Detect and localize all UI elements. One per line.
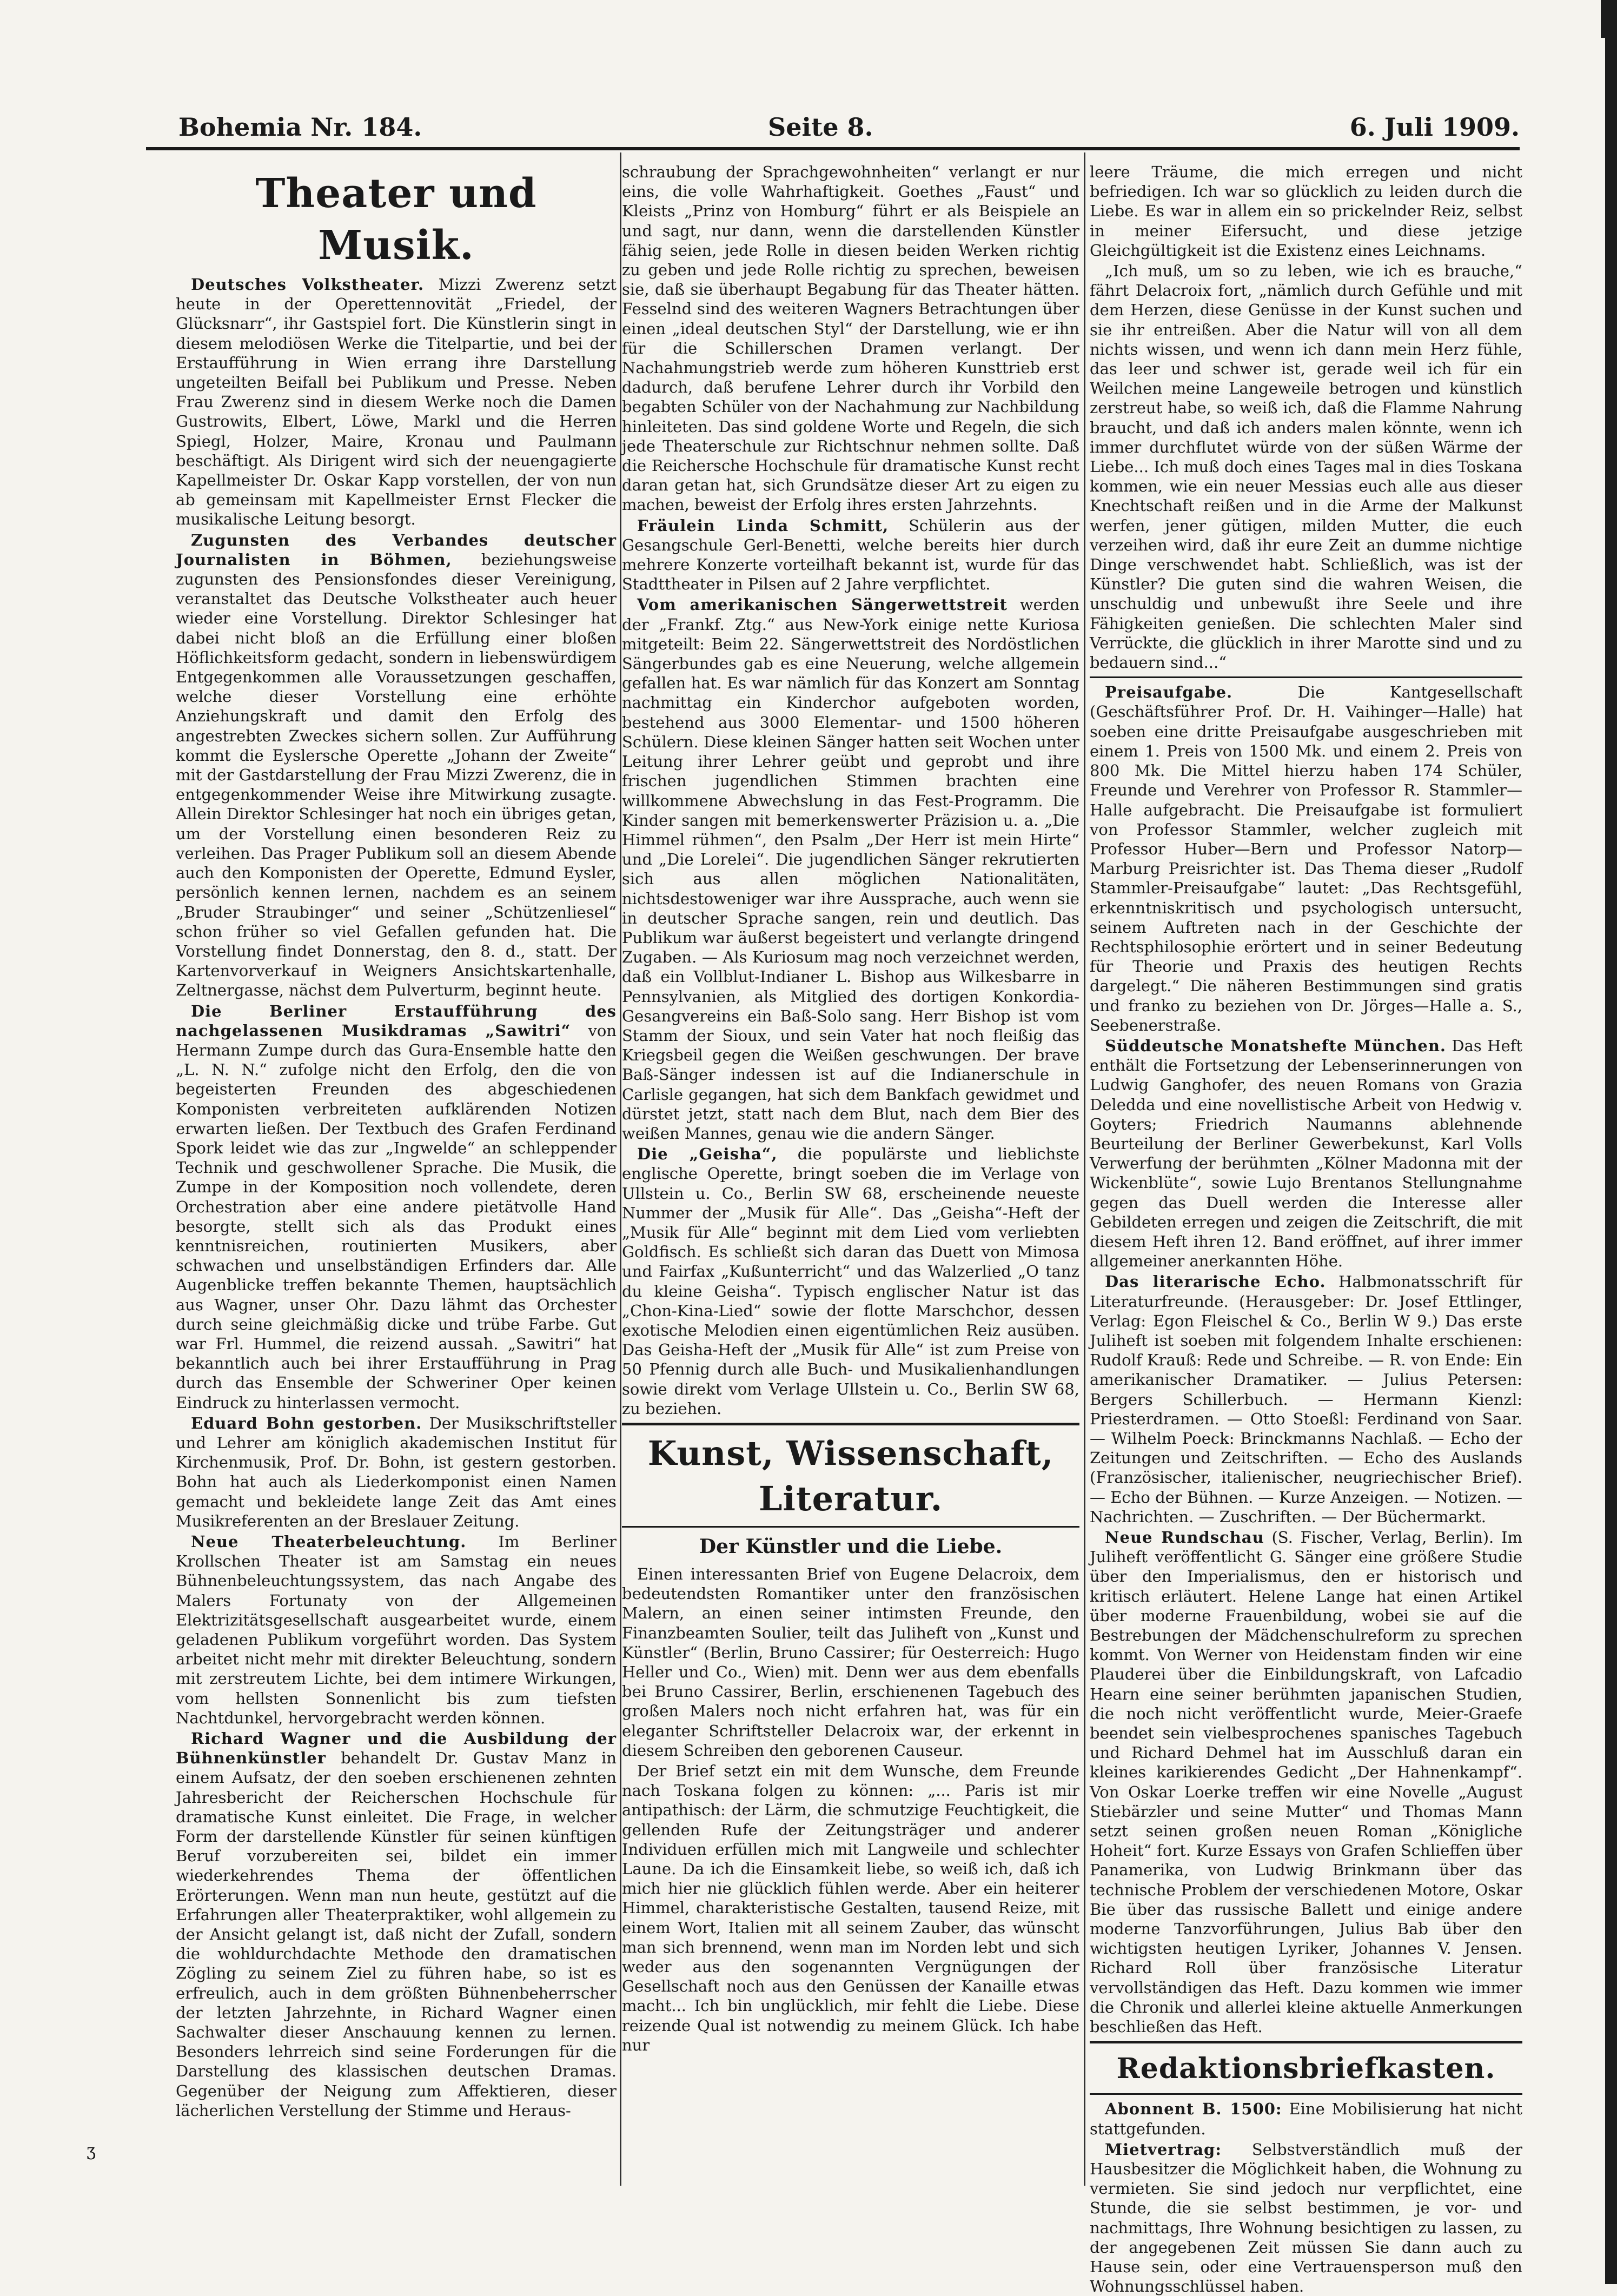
article-headline: Zugunsten des Verbandes deutscher Journalisten in Böhmen, (176, 530, 617, 569)
article (1090, 1528, 1522, 2036)
article (176, 275, 617, 529)
article (622, 516, 1079, 594)
column-1 (176, 162, 617, 2185)
article-body: Schülerin aus der Gesangschule Gerl-Benetti, welche bereits hier durch mehrere Konzerte vorteilhaft bekannt ist, wurde für das Stadttheater in Pilsen auf 2 Jahre verpflichtet. (622, 516, 1079, 594)
margin-mark: ʒ (87, 2141, 96, 2160)
article (1090, 682, 1522, 1035)
article-headline: Neue Theaterbeleuchtung. (191, 1532, 467, 1551)
section-divider (622, 1423, 1079, 1425)
article-continuation (622, 162, 1079, 515)
article-body: Selbstverständlich muß der Hausbesitzer die Möglichkeit haben, die Wohnung zu vermieten. Sie sind jedoch nur verpflichtet, eine Stunde, die sie selbst bestimmen, je vor- und nachmittags, Ihre Wohnung besichtigen zu lassen, zu der angegebenen Zeit müssen Sie dann auch zu Hause sein, oder eine Vertrauensperson muß den Wohnungsschlüssel haben. (1090, 2140, 1523, 2296)
section-divider (622, 1526, 1079, 1528)
article (176, 1729, 617, 2120)
column-rule (620, 152, 621, 2186)
masthead-issue: Bohemia Nr. 184. (178, 112, 422, 142)
article-body: Halbmonatsschrift für Literaturfreunde. (Herausgeber: Dr. Josef Ettlinger, Verlag: Egon Fleischel & Co., Berlin W 9.) Das erste Juliheft ist soeben mit folgendem Inhalte erschienen: Rudolf Krauß: Rede und Schreibe. — R. von Ende: Ein amerikanischer Dramatiker. — Julius Petersen: Bergers Schillerbuch. — Hermann Kienzl: Priesterdramen. — Otto Stoeßl: Ferdinand von Saar. — Wilhelm Poeck: Brinckmanns Nachlaß. — Echo der Zeitungen und Zeitschriften. — Echo des Auslands (Französischer, italienischer, neugriechischer Brief). — Echo der Bühnen. — Kurze Anzeigen. — Notizen. — Nachrichten. — Zuschriften. — Der Büchermarkt. (1090, 1272, 1523, 1526)
article (176, 1001, 617, 1412)
article-headline: Deutsches Volkstheater. (191, 275, 425, 294)
article-headline: Mietvertrag: (1105, 2140, 1222, 2159)
article (1090, 1272, 1522, 1527)
article-body: die populärste und lieblichste englische Operette, bringt soeben die im Verlage von Ullstein u. Co., Berlin SW 68, erscheinende neueste Nummer der „Musik für Alle“. Das „Geisha“-Heft der „Musik für Alle“ beginnt mit dem Lied vom verliebten Goldfisch. Es schließt sich daran das Duett von Mimosa und Fairfax „Kußunterricht“ und das Walzerlied „O tanz du kleine Geisha“. Typisch englischer Natur ist das „Chon-Kina-Lied“ sowie der flotte Marschchor, dessen exotische Melodien einen eigentümlichen Reiz ausüben. Das Geisha-Heft der „Musik für Alle“ ist zum Preise von 50 Pfennig durch alle Buch- und Musikalienhandlungen sowie direkt vom Verlage Ullstein u. Co., Berlin SW 68, zu beziehen. (622, 1145, 1079, 1418)
article-body: Eine Mobilisierung hat nicht stattgefunden. (1090, 2100, 1522, 2138)
article (622, 1761, 1079, 2055)
article-body: (S. Fischer, Verlag, Berlin). Im Juliheft veröffentlicht G. Sänger eine größere Studie über den Imperialismus, den er historisch und kritisch erläutert. Helene Lange hat einen Artikel über moderne Frauenbildung, wobei sie auf die Bestrebungen der Mädchenschulreform zu sprechen kommt. Von Werner von Heidenstam finden wir eine Plauderei über die Einbildungskraft, von Lafcadio Hearn eine seiner berühmten japanischen Studien, die noch nicht veröffentlicht wurde, Meier-Graefe beendet sein vielbesprochenes spanisches Tagebuch und Richard Dehmel hat im Ausschluß daran ein kleines karikierendes Gedicht „Der Hahnenkampf“. Von Oskar Loerke treffen wir eine Novelle „August Stiebärzler und seine Mutter“ und Thomas Mann setzt seinen großen neuen Roman „Königliche Hoheit“ fort. Kurze Essays von Grafen Schlieffen über Panamerika, von Ludwig Brinkmann über das technische Problem der verschiedenen Motore, Oskar Bie über das russische Ballett und einige andere moderne Tanzvorführungen, Julius Bab über den wichtigsten heutigen Lyriker, Johannes V. Jensen. Richard Roll über französische Literatur vervollständigen das Heft. Dazu kommen wie immer die Chronik und allerlei kleine aktuelle Anmerkungen beschließen das Heft. (1090, 1528, 1523, 2036)
article (1090, 1036, 1522, 1271)
masthead (146, 112, 1520, 146)
article-headline: Eduard Bohn gestorben. (191, 1414, 422, 1432)
article (176, 1414, 617, 1531)
article-headline: Das literarische Echo. (1105, 1272, 1326, 1291)
article-headline: Die Berliner Erstaufführung des nachgelassenen Musikdramas „Sawitri“ (176, 1001, 617, 1040)
article-headline: Preisaufgabe. (1105, 683, 1233, 702)
article-body: Der Brief setzt ein mit dem Wunsche, dem Freunde nach Toskana folgen zu können: „... Paris ist mir antipathisch: der Lärm, die schmutzige Feuchtigkeit, die gellenden Rufe der Zeitungsträger und anderer Individuen erfüllen mich mit Langweile und schlechter Laune. Da ich die Einsamkeit liebe, so weiß ich, daß ich mich hier nie glücklich fühlen werde. Aber ein heiterer Himmel, charakteristische Gestalten, tausend Reize, mit einem Wort, Italien mit all seinem Zauber, das wünscht man sich brennend, wenn man im Norden lebt und sich weder aus den sogenannten Vergnügungen der Gesellschaft noch aus den Genüssen der Kanaille etwas macht... Ich bin unglücklich, mir fehlt die Liebe. Diese reizende Qual ist notwendig zu meinem Glück. Ich habe nur (622, 1762, 1079, 2054)
article-headline: Abonnent B. 1500: (1105, 2100, 1282, 2119)
article-body: beziehungsweise zugunsten des Pensionsfondes dieser Vereinigung, veranstaltet das Deutsche Volkstheater auch heuer wieder eine Vorstellung. Direktor Schlesinger hat dabei nicht bloß an die Erfüllung einer bloßen Höflichkeitsform gedacht, sondern in liebenswürdigem Entgegenkommen alle Voraussetzungen geschaffen, welche dieser Vorstellung eine erhöhte Anziehungskraft und damit den Erfolg des angestrebten Zweckes sichern sollen. Zur Aufführung kommt die Eyslersche Operette „Johann der Zweite“ mit der Gastdarstellung der Frau Mizzi Zwerenz, die in entgegenkommender Weise ihre Mitwirkung zusagte. Allein Direktor Schlesinger hat noch ein übriges getan, um der Vorstellung einen besonderen Reiz zu verleihen. Das Prager Publikum soll an diesem Abende auch den Komponisten der Operette, Edmund Eysler, persönlich kennen lernen, nachdem es an seinem „Bruder Straubinger“ und seiner „Schützenliesel“ schon früher so viel Gefallen gefunden hat. Die Vorstellung findet Donnerstag, den 8. d., statt. Der Kartenvorverkauf in Weigners Ansichtskartenhalle, Zeltnergasse, nächst dem Pulverturm, beginnt heute. (176, 550, 617, 1000)
masthead-date: 6. Juli 1909. (1349, 112, 1520, 142)
article (622, 595, 1079, 1143)
article-headline: Süddeutsche Monatshefte München. (1105, 1036, 1447, 1055)
article-title: Der Künstler und die Liebe. (699, 1535, 1003, 1558)
article-body: „Ich muß, um so zu leben, wie ich es brauche,“ fährt Delacroix fort, „nämlich durch Gefühle und mit dem Herzen, diese Genüsse in der Kunst suchen und sie ihr entreißen. Aber die Natur will von all dem nichts wissen, und wenn ich dann mein Herz fühle, das leer und schwer ist, gerade weil ich für ein Weilchen meine Langeweile betrogen und künstlich zerstreut habe, so weiß ich, daß die Flamme Nahrung braucht, und daß ich anders malen könnte, wenn ich immer durchflutet würde von der süßen Wärme der Liebe... Ich muß doch eines Tages mal in dies Toskana kommen, wie ein neuer Messias euch alle aus dieser Knechtschaft reißen und in die Arme der Malkunst werfen, jener gütigen, milden Mutter, die euch verzeihen wird, daß ihr eure Zeit an dumme nichtige Dinge verschwendet habt. Schließlich, was ist der Künstler? Die guten sind die wahren Weisen, die unschuldig und unbewußt ihre Seele und ihre Fähigkeiten genießen. Die schlechten Maler sind Verrückte, die glücklich in ihrer Marotte sind und zu bedauern sind...“ (1090, 262, 1522, 672)
article (1090, 2099, 1522, 2138)
header-rule (146, 147, 1520, 150)
page-edge (1605, 0, 1617, 2284)
article (1090, 2140, 1522, 2296)
article-headline: Vom amerikanischen Sängerwettstreit (637, 595, 1008, 614)
article-body: von Hermann Zumpe durch das Gura-Ensemble hatte den „L. N. N.“ zufolge nicht den Erfolg, den die von begeisterten Freunden des abgeschiedenen Komponisten verbreiteten aufklärenden Notizen erwarten ließen. Der Textbuch des Grafen Ferdinand Spork leidet wie das zur „Ingwelde“ an schleppender Technik und geschwollener Sprache. Die Musik, die Zumpe in der Komposition noch vollendete, deren Orchestration aber eine andere pietätvolle Hand besorgte, stellt sich als das Produkt eines kenntnisreichen, routinierten Musikers, aber schwachen und unselbständigen Erfinders dar. Alle Augenblicke treffen bekannte Themen, hauptsächlich aus Wagner, unser Ohr. Dazu lähmt das Orchester durch seine gleichmäßig dicke und trübe Farbe. Gut war Frl. Hummel, die reizend aussah. „Sawitri“ hat bekanntlich auch bei ihrer Erstaufführung in Prag durch das Ensemble der Schweriner Oper keinen Eindruck zu hinterlassen vermocht. (176, 1021, 617, 1412)
article-body: behandelt Dr. Gustav Manz in einem Aufsatz, der den soeben erschienenen zehnten Jahresbericht der Reicherschen Hochschule für dramatische Kunst einleitet. Die Frage, in welcher Form der darstellende Künstler für seinen künftigen Beruf vorzubereiten sei, bildet ein immer wiederkehrendes Thema der öffentlichen Erörterungen. Wenn man nun heute, gestützt auf die Erfahrungen aller Theaterpraktiker, wohl allgemein zu der Ansicht gelangt ist, daß nicht der Zufall, sondern die wohldurchdachte Methode den dramatischen Zögling zu seinem Ziel zu führen habe, so ist es erfreulich, auch in dem größten Bühnenbeherrscher der letzten Jahrzehnte, in Richard Wagner einen Sachwalter dieser Anschauung kennen zu lernen. Besonders lehrreich sind seine Forderungen für die Darstellung des klassischen deutschen Dramas. Gegenüber der Neigung zum Affektieren, dieser lächerlichen Verstellung der Stimme und Heraus- (176, 1749, 617, 2120)
article-body: Im Berliner Krollschen Theater ist am Samstag ein neues Bühnenbeleuchtungssystem, das nach Angabe des Malers Fortunaty von der Allgemeinen Elektrizitätsgesellschaft ausgearbeitet wurde, einem geladenen Publikum vorgeführt worden. Das System arbeitet nicht mehr mit direkter Beleuchtung, sondern mit zerstreutem Lichte, bei dem intimere Wirkungen, vom hellsten Sonnenlicht bis zum tiefsten Nachtdunkel, hervorgebracht werden können. (176, 1532, 617, 1727)
column-rule (1084, 152, 1085, 2186)
article (622, 1564, 1079, 1760)
section-title-kunst: Kunst, Wissenschaft, Literatur. (647, 1434, 1054, 1518)
article-headline: Neue Rundschau (1105, 1528, 1264, 1547)
article-body: Das Heft enthält die Fortsetzung der Lebenserinnerungen von Ludwig Ganghofer, des neuen Romans von Grazia Deledda und eine novellistische Arbeit von Hedwig v. Goyters; Friedrich Naumanns ablehnende Beurteilung der Berliner Gewerbekunst, Karl Volls Verwerfung der berühmten „Kölner Madonna mit der Wickenblüte“, sowie Lujo Brentanos Stellungnahme gegen das Duell werden die Interesse aller Gebildeten erregen und zeigen die Zeitschrift, die mit diesem Heft ihren 12. Band eröffnet, auf ihrer immer allgemeiner anerkannten Höhe. (1090, 1036, 1523, 1271)
article-headline: Richard Wagner und die Ausbildung der Bühnenkünstler (176, 1729, 617, 1768)
article-headline: Die „Geisha“, (637, 1145, 778, 1164)
article (622, 1144, 1079, 1418)
section-divider (1090, 676, 1522, 678)
column-3 (1090, 162, 1523, 2296)
article (1090, 261, 1522, 672)
article-body: schraubung der Sprachgewohnheiten“ verlangt er nur eins, die volle Wahrhaftigkeit. Goethes „Faust“ und Kleists „Prinz von Homburg“ führt er als Beispiele an und sagt, nur dann, wenn die darstellenden Künstler fähig seien, jede Rolle in diesen beiden Werken richtig zu geben und jede Rolle richtig zu sprechen, beweisen sie, daß sie überhaupt Begabung für das Theater hätten. Fesselnd sind des weiteren Wagners Betrachtungen über einen „ideal deutschen Styl“ der Darstellung, wie er ihn für die Schillerschen Dramen verlangt. Der Nachahmungstrieb werde zum höheren Kunsttrieb erst dadurch, daß berufene Lehrer durch ihr Vorbild den begabten Schüler von der Nachahmung zur Nachbildung hinleiteten. Das sind goldene Worte und Regeln, die sich jede Theaterschule zur Richtschnur nehmen sollte. Daß die Reichersche Hochschule für dramatische Kunst recht daran getan hat, sich Grundsätze dieser Art zu eigen zu machen, beweist der Erfolg ihres ersten Jahrzehnts. (622, 163, 1079, 514)
column-2 (622, 162, 1079, 2185)
article-body: Die Kantgesellschaft (Geschäftsführer Prof. Dr. H. Vaihinger—Halle) hat soeben eine dritte Preisaufgabe ausgeschrieben mit einem 1. Preis von 1500 Mk. und einem 2. Preis von 800 Mk. Die Mittel hierzu haben 174 Schüler, Freunde und Verehrer von Professor R. Stammler—Halle aufgebracht. Die Preisaufgabe ist formuliert von Professor Stammler, welcher zugleich mit Professor Huber—Bern und Professor Natorp—Marburg Preisrichter ist. Das Thema dieser „Rudolf Stammler-Preisaufgabe“ lautet: „Das Rechtsgefühl, erkenntniskritisch und psychologisch untersucht, seinem Auftreten nach in der Geschichte der Rechtsphilosophie erörtert und in seiner Bedeutung für Theorie und Praxis des heutigen Rechts dargelegt.“ Die näheren Bestimmungen sind gratis und franko zu beziehen von Dr. Jörges—Halle a. S., Seebenerstraße. (1090, 683, 1522, 1034)
article-body: Mizzi Zwerenz setzt heute in der Operettennovität „Friedel, der Glücksnarr“, ihr Gastspiel fort. Die Künstlerin singt in diesem melodiösen Werke die Titelpartie, und bei der Erstaufführung in Wien errang ihre Darstellung ungeteilten Beifall bei Publikum und Presse. Neben Frau Zwerenz sind in diesem Werke noch die Damen Gustrowits, Elbert, Löwe, Markl und die Herren Spiegl, Holzer, Maire, Kronau und Paulmann beschäftigt. Als Dirigent wird sich der neuengagierte Kapellmeister Dr. Oskar Kapp vorstellen, der von nun ab gemeinsam mit Kapellmeister Ernst Flecker die musikalische Leitung besorgt. (176, 275, 617, 529)
article-body: werden der „Frankf. Ztg.“ aus New-York einige nette Kuriosa mitgeteilt: Beim 22. Sängerwettstreit des Nordöstlichen Sängerbundes gab es eine Neuerung, welche allgemein gefallen hat. Es war nämlich für das Konzert am Sonntag nachmittag ein Kinderchor aufgeboten worden, bestehend aus 3000 Elementar- und 1500 höheren Schülern. Diese kleinen Sänger hatten seit Wochen unter Leitung ihrer Lehrer geübt und geprobt und ihre frischen jugendlichen Stimmen brachten eine willkommene Abwechslung in das Fest-Programm. Die Kinder sangen mit bemerkenswerter Präzision u. a. „Die Himmel rühmen“, den Psalm „Der Herr ist mein Hirte“ und „Die Lorelei“. Die jugendlichen Sänger rekrutierten sich aus allen möglichen Nationalitäten, nichtsdestoweniger war ihre Aussprache, auch wenn sie in deutscher Sprache sangen, rein und deutlich. Das Publikum war äußerst begeistert und verlangte dringend Zugaben. — Als Kuriosum mag noch verzeichnet werden, daß ein Vollblut-Indianer L. Bishop aus Wilkesbarre in Pennsylvanien, als Mitglied des dortigen Konkordia-Gesangvereins ein Baß-Solo sang. Herr Bishop ist vom Stamm der Sioux, und sein Vater hat noch fleißig das Kriegsbeil gegen die Weißen geschwungen. Der brave Baß-Sänger indessen ist auf die Indianerschule in Carlisle gegangen, hat sich dem Bankfach gewidmet und dürstet jetzt, statt nach dem Blut, nach dem Bier des weißen Mannes, genau wie die andern Sänger. (622, 595, 1080, 1143)
article (176, 1532, 617, 1728)
article (176, 530, 617, 1000)
article-body: Der Musikschriftsteller und Lehrer am königlich akademischen Institut für Kirchenmusik, Prof. Dr. Bohn, ist gestern gestorben. Bohn hat auch als Liederkomponist einen Namen gemacht und bekleidete lange Zeit das Amt eines Musikreferenten an der Breslauer Zeitung. (176, 1414, 617, 1530)
section-divider (1090, 2093, 1522, 2095)
section-title-theater: Theater und Musik. (255, 170, 537, 269)
article-body: Einen interessanten Brief von Eugene Delacroix, dem bedeutendsten Romantiker unter den französischen Malern, an einen seiner intimsten Freunde, den Finanzbeamten Soulier, teilt das Juliheft von „Kunst und Künstler“ (Berlin, Bruno Cassirer; für Oesterreich: Hugo Heller und Co., Wien) mit. Denn wer aus dem ebenfalls bei Bruno Cassirer, Berlin, erschienenen Tagebuch des großen Malers noch nicht erfahren hat, was für ein eleganter Schriftsteller Delacroix war, der erkennt in diesem Schreiben den geborenen Causeur. (622, 1565, 1079, 1760)
section-divider (1090, 2041, 1522, 2043)
masthead-page-number: Seite 8. (768, 112, 873, 142)
section-title-briefkasten: Redaktionsbriefkasten. (1116, 2052, 1496, 2086)
article-body: leere Träume, die mich erregen und nicht befriedigen. Ich war so glücklich zu leiden durch die Liebe. Es war in allem ein so prickelnder Reiz, selbst in meiner Eifersucht, und diese jetzige Gleichgültigkeit ist die Existenz eines Leichnams. (1090, 163, 1522, 260)
article-headline: Fräulein Linda Schmitt, (637, 516, 889, 535)
page-edge-corner (1601, 0, 1617, 38)
article-continuation (1090, 162, 1522, 260)
